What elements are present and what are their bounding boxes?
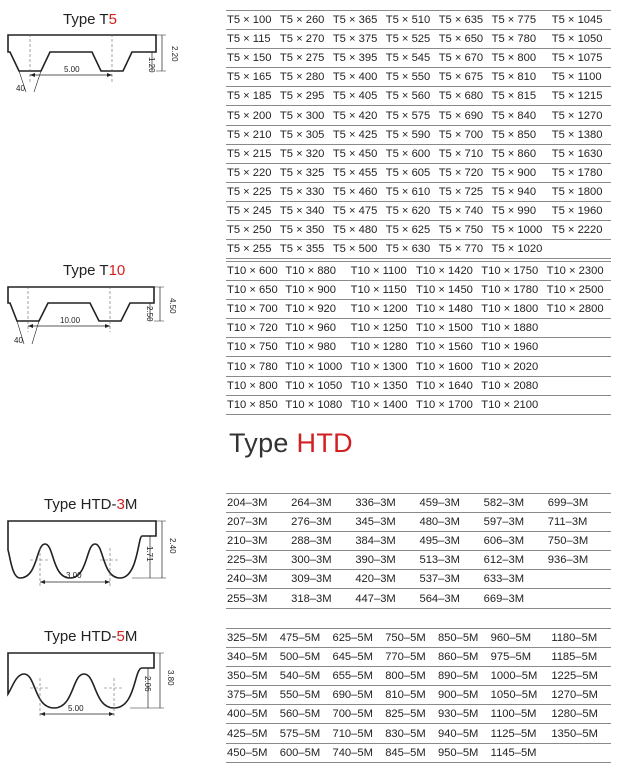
- htd3m-size-table: [226, 493, 611, 609]
- table-cell: T5 × 1630: [551, 147, 603, 160]
- table-cell: 276–3M: [291, 516, 332, 529]
- table-cell: 700–5M: [332, 708, 373, 721]
- table-cell: 540–5M: [279, 670, 321, 683]
- table-cell: T10 × 650: [227, 284, 278, 297]
- table-cell: 264–3M: [291, 497, 332, 510]
- table-cell: 890–5M: [437, 670, 479, 683]
- table-row: [226, 262, 611, 281]
- table-cell: 800–5M: [385, 670, 426, 683]
- table-cell: T5 × 225: [227, 185, 272, 198]
- table-cell: 450–5M: [227, 746, 268, 759]
- table-cell: T5 × 710: [438, 147, 484, 160]
- table-cell: T5 × 355: [279, 243, 325, 256]
- table-cell: 1100–5M: [490, 708, 537, 721]
- table-cell: 1125–5M: [490, 727, 537, 740]
- table-cell: 560–5M: [279, 708, 321, 721]
- table-cell: T10 × 2100: [481, 398, 539, 411]
- table-row: [226, 513, 611, 532]
- table-cell: 930–5M: [437, 708, 479, 721]
- table-cell: 425–5M: [227, 727, 268, 740]
- table-cell: T5 × 375: [332, 33, 378, 46]
- table-cell: 375–5M: [227, 689, 268, 702]
- table-cell: T5 × 275: [279, 52, 325, 65]
- table-cell: T10 × 1250: [350, 322, 408, 335]
- htd3m-tooth-label: 1.71: [145, 546, 154, 562]
- table-cell: T10 × 720: [227, 322, 278, 335]
- table-cell: 860–5M: [437, 651, 479, 664]
- table-cell: T10 × 920: [285, 303, 337, 316]
- table-cell: T5 × 810: [491, 71, 537, 84]
- table-cell: 336–3M: [355, 497, 396, 510]
- table-row: [226, 87, 611, 106]
- table-cell: T10 × 2800: [546, 303, 604, 316]
- table-cell: 345–3M: [355, 516, 396, 529]
- table-cell: T5 × 215: [227, 147, 272, 160]
- table-cell: T5 × 1780: [551, 166, 603, 179]
- t5-tooth-label: 1.20: [147, 57, 156, 73]
- table-cell: 350–5M: [227, 670, 268, 683]
- table-cell: T5 × 330: [279, 185, 325, 198]
- table-cell: T5 × 1270: [551, 109, 603, 122]
- table-row: [226, 589, 611, 608]
- table-cell: 975–5M: [490, 651, 532, 664]
- table-cell: 711–3M: [547, 516, 588, 529]
- table-cell: 669–3M: [483, 592, 525, 605]
- table-cell: T5 × 630: [385, 243, 431, 256]
- table-cell: T10 × 850: [227, 398, 278, 411]
- t10-profile-diagram: [4, 282, 184, 350]
- table-row: [226, 357, 611, 376]
- table-cell: T10 × 2500: [546, 284, 604, 297]
- t5-profile-diagram: [4, 30, 184, 98]
- table-cell: 960–5M: [490, 632, 532, 645]
- table-cell: 575–5M: [279, 727, 321, 740]
- table-cell: T5 × 425: [332, 128, 378, 141]
- table-cell: T10 × 1400: [350, 398, 408, 411]
- table-cell: T5 × 850: [491, 128, 537, 141]
- table-cell: 770–5M: [385, 651, 426, 664]
- table-cell: 582–3M: [483, 497, 525, 510]
- htd5m-tooth-label: 2.06: [143, 676, 152, 692]
- table-cell: T5 × 670: [438, 52, 484, 65]
- table-cell: T10 × 2080: [481, 379, 539, 392]
- table-cell: T5 × 365: [332, 14, 378, 27]
- t10-size-table: [226, 261, 611, 415]
- table-cell: 1350–5M: [551, 727, 598, 740]
- table-cell: 633–3M: [483, 573, 525, 586]
- table-cell: T10 × 1780: [481, 284, 539, 297]
- table-cell: T10 × 1150: [350, 284, 407, 297]
- table-cell: [550, 743, 611, 762]
- table-cell: T5 × 675: [438, 71, 484, 84]
- table-cell: T5 × 1045: [551, 14, 603, 27]
- table-cell: T5 × 815: [491, 90, 537, 103]
- table-cell: 699–3M: [547, 497, 589, 510]
- table-cell: T5 × 210: [227, 128, 272, 141]
- table-cell: T5 × 605: [385, 166, 431, 179]
- table-cell: T5 × 560: [385, 90, 431, 103]
- table-cell: [546, 357, 611, 376]
- table-row: [226, 125, 611, 144]
- table-cell: T5 × 2220: [551, 224, 603, 237]
- table-cell: 740–5M: [332, 746, 373, 759]
- table-cell: T5 × 400: [332, 71, 378, 84]
- table-cell: T5 × 575: [385, 109, 431, 122]
- table-cell: T5 × 350: [279, 224, 325, 237]
- table-cell: T5 × 340: [279, 204, 325, 217]
- table-cell: 625–5M: [332, 632, 373, 645]
- table-cell: 255–3M: [227, 592, 268, 605]
- table-cell: T5 × 590: [385, 128, 431, 141]
- table-cell: 537–3M: [419, 573, 460, 586]
- table-row: [226, 494, 611, 513]
- table-cell: T5 × 450: [332, 147, 378, 160]
- table-cell: 225–3M: [227, 554, 268, 567]
- table-cell: T10 × 880: [285, 265, 337, 278]
- table-cell: T10 × 1280: [350, 341, 408, 354]
- table-cell: T10 × 1450: [415, 284, 473, 297]
- table-row: [226, 281, 611, 300]
- table-cell: 1050–5M: [490, 689, 538, 702]
- table-row: [226, 743, 611, 762]
- table-cell: T5 × 1050: [551, 33, 603, 46]
- table-cell: 447–3M: [355, 592, 396, 605]
- table-cell: T5 × 420: [332, 109, 378, 122]
- table-cell: 475–5M: [279, 632, 321, 645]
- table-cell: T10 × 1200: [350, 303, 408, 316]
- table-cell: T5 × 740: [438, 204, 484, 217]
- table-cell: T5 × 165: [227, 71, 272, 84]
- table-row: [226, 686, 611, 705]
- table-row: [226, 240, 611, 259]
- table-cell: T5 × 300: [279, 109, 325, 122]
- table-cell: T10 × 600: [227, 265, 278, 278]
- table-cell: 384–3M: [355, 535, 396, 548]
- table-cell: T5 × 775: [491, 14, 537, 27]
- table-cell: T5 × 245: [227, 204, 272, 217]
- table-cell: 513–3M: [419, 554, 460, 567]
- table-cell: 1185–5M: [551, 651, 598, 664]
- table-row: [226, 724, 611, 743]
- table-cell: T5 × 680: [438, 90, 484, 103]
- table-cell: T5 × 900: [491, 166, 537, 179]
- table-row: [226, 705, 611, 724]
- t5-angle-label: 40: [16, 84, 25, 93]
- table-cell: T5 × 1215: [551, 90, 603, 103]
- table-row: [226, 221, 611, 240]
- table-cell: T5 × 250: [227, 224, 272, 237]
- htd3m-belt-outline: [8, 521, 156, 578]
- t10-angle-label: 40: [14, 336, 23, 345]
- table-cell: 612–3M: [483, 554, 525, 567]
- table-row: [226, 570, 611, 589]
- table-cell: T5 × 750: [438, 224, 484, 237]
- table-cell: T10 × 2020: [481, 360, 539, 373]
- table-cell: T10 × 2300: [546, 265, 604, 278]
- table-cell: T10 × 1560: [415, 341, 473, 354]
- table-cell: T5 × 720: [438, 166, 484, 179]
- table-cell: T10 × 1080: [285, 398, 343, 411]
- table-cell: 420–3M: [355, 573, 396, 586]
- table-cell: 950–5M: [437, 746, 479, 759]
- table-cell: T5 × 260: [279, 14, 325, 27]
- table-cell: T10 × 960: [285, 322, 337, 335]
- table-cell: 810–5M: [385, 689, 426, 702]
- t10-title: Type T10: [63, 262, 126, 279]
- table-cell: T5 × 255: [227, 243, 272, 256]
- table-cell: T5 × 550: [385, 71, 431, 84]
- table-cell: T5 × 475: [332, 204, 378, 217]
- table-row: [226, 629, 611, 648]
- table-cell: T5 × 510: [385, 14, 431, 27]
- table-cell: T10 × 1480: [415, 303, 473, 316]
- table-cell: T5 × 620: [385, 204, 431, 217]
- htd5m-pitch-label: 5.00: [68, 704, 84, 713]
- table-cell: T5 × 500: [332, 243, 378, 256]
- table-cell: T10 × 1500: [415, 322, 473, 335]
- table-cell: T5 × 625: [385, 224, 431, 237]
- htd5m-title: Type HTD-5M: [44, 628, 138, 645]
- table-cell: [546, 395, 611, 414]
- htd5m-size-table: [226, 628, 611, 763]
- t5-pitch-label: 5.00: [64, 65, 80, 74]
- table-cell: T10 × 1750: [481, 265, 539, 278]
- table-cell: 495–3M: [419, 535, 460, 548]
- table-cell: T5 × 610: [385, 185, 431, 198]
- htd3m-title: Type HTD-3M: [44, 496, 138, 513]
- t5-size-table: [226, 10, 611, 259]
- table-cell: 210–3M: [227, 535, 268, 548]
- table-cell: 325–5M: [227, 632, 268, 645]
- table-cell: 900–5M: [437, 689, 479, 702]
- table-cell: [546, 376, 611, 395]
- htd5m-profile-diagram: [4, 648, 184, 722]
- table-cell: T5 × 700: [438, 128, 484, 141]
- table-cell: 500–5M: [279, 651, 321, 664]
- table-cell: T5 × 280: [279, 71, 325, 84]
- table-cell: T5 × 545: [385, 52, 431, 65]
- table-cell: T5 × 1020: [491, 243, 543, 256]
- table-cell: 1145–5M: [490, 746, 537, 759]
- table-cell: [547, 589, 611, 608]
- table-cell: [547, 570, 611, 589]
- t10-height-label: 4.50: [168, 298, 177, 314]
- table-row: [226, 395, 611, 414]
- table-cell: [546, 319, 611, 338]
- table-cell: 318–3M: [291, 592, 332, 605]
- table-cell: 606–3M: [483, 535, 525, 548]
- table-cell: T5 × 200: [227, 109, 272, 122]
- table-cell: 400–5M: [227, 708, 268, 721]
- table-cell: T5 × 635: [438, 14, 484, 27]
- table-cell: T5 × 270: [279, 33, 325, 46]
- table-cell: 1180–5M: [551, 632, 598, 645]
- table-cell: 1280–5M: [551, 708, 598, 721]
- table-cell: T5 × 1000: [491, 224, 543, 237]
- table-row: [226, 144, 611, 163]
- table-cell: T10 × 780: [227, 360, 278, 373]
- table-cell: 550–5M: [279, 689, 321, 702]
- table-cell: T5 × 405: [332, 90, 378, 103]
- table-cell: T5 × 860: [491, 147, 537, 160]
- t10-pitch-label: 10.00: [60, 316, 81, 325]
- table-cell: 1270–5M: [551, 689, 598, 702]
- table-cell: [546, 338, 611, 357]
- table-cell: 645–5M: [332, 651, 373, 664]
- htd3m-profile-diagram: [4, 516, 184, 592]
- table-cell: 564–3M: [419, 592, 460, 605]
- table-cell: 850–5M: [437, 632, 479, 645]
- htd3m-pitch-label: 3.00: [66, 571, 82, 580]
- table-row: [226, 319, 611, 338]
- table-cell: T10 × 900: [285, 284, 337, 297]
- table-cell: 750–5M: [385, 632, 426, 645]
- table-cell: T10 × 1050: [285, 379, 343, 392]
- table-cell: 750–3M: [547, 535, 589, 548]
- table-cell: T10 × 1420: [415, 265, 473, 278]
- htd-section-heading: Type HTD: [229, 428, 353, 458]
- table-row: [226, 648, 611, 667]
- htd3m-height-label: 2.40: [168, 538, 177, 554]
- htd5m-belt-outline: [8, 653, 154, 708]
- table-cell: 940–5M: [437, 727, 479, 740]
- table-cell: T5 × 395: [332, 52, 378, 65]
- table-row: [226, 49, 611, 68]
- table-cell: [551, 240, 611, 259]
- table-cell: T10 × 1300: [350, 360, 408, 373]
- table-row: [226, 300, 611, 319]
- table-cell: 459–3M: [419, 497, 460, 510]
- table-cell: 690–5M: [332, 689, 373, 702]
- table-cell: T10 × 750: [227, 341, 278, 354]
- table-row: [226, 551, 611, 570]
- table-cell: T5 × 525: [385, 33, 431, 46]
- table-cell: T5 × 150: [227, 52, 272, 65]
- table-cell: T5 × 460: [332, 185, 378, 198]
- table-cell: T5 × 115: [227, 33, 271, 46]
- table-cell: 340–5M: [227, 651, 268, 664]
- table-cell: T5 × 1960: [551, 204, 603, 217]
- table-cell: T5 × 320: [279, 147, 325, 160]
- table-cell: T5 × 220: [227, 166, 272, 179]
- table-cell: T5 × 940: [491, 185, 537, 198]
- table-cell: 710–5M: [332, 727, 373, 740]
- table-row: [226, 376, 611, 395]
- table-cell: T5 × 305: [279, 128, 325, 141]
- table-cell: 600–5M: [279, 746, 321, 759]
- table-cell: T10 × 1350: [350, 379, 408, 392]
- table-cell: T10 × 980: [285, 341, 337, 354]
- table-cell: 1000–5M: [490, 670, 538, 683]
- table-cell: 288–3M: [291, 535, 332, 548]
- table-cell: 480–3M: [419, 516, 460, 529]
- table-cell: 204–3M: [227, 497, 268, 510]
- table-cell: 655–5M: [332, 670, 373, 683]
- table-cell: T5 × 780: [491, 33, 537, 46]
- table-cell: T5 × 1075: [551, 52, 603, 65]
- table-cell: T5 × 800: [491, 52, 537, 65]
- table-cell: T5 × 1380: [551, 128, 603, 141]
- table-cell: T10 × 800: [227, 379, 278, 392]
- table-row: [226, 30, 611, 49]
- table-cell: 597–3M: [483, 516, 525, 529]
- table-cell: T5 × 295: [279, 90, 325, 103]
- table-cell: T5 × 1100: [551, 71, 602, 84]
- table-row: [226, 106, 611, 125]
- table-row: [226, 201, 611, 220]
- table-row: [226, 667, 611, 686]
- table-cell: T10 × 1800: [481, 303, 539, 316]
- table-row: [226, 163, 611, 182]
- table-row: [226, 11, 611, 30]
- table-cell: 845–5M: [385, 746, 426, 759]
- table-cell: T10 × 1600: [415, 360, 473, 373]
- t10-tooth-label: 2.50: [145, 306, 154, 322]
- table-cell: T10 × 1000: [285, 360, 343, 373]
- table-cell: T5 × 840: [491, 109, 537, 122]
- table-cell: T10 × 1960: [481, 341, 539, 354]
- table-cell: T5 × 1800: [551, 185, 603, 198]
- table-cell: 390–3M: [355, 554, 396, 567]
- table-cell: T10 × 700: [227, 303, 278, 316]
- table-row: [226, 338, 611, 357]
- table-cell: T5 × 725: [438, 185, 484, 198]
- table-cell: T5 × 990: [491, 204, 537, 217]
- table-cell: 936–3M: [547, 554, 589, 567]
- table-cell: T10 × 1100: [350, 265, 407, 278]
- table-cell: 1225–5M: [551, 670, 598, 683]
- table-cell: 309–3M: [291, 573, 332, 586]
- table-cell: T5 × 600: [385, 147, 431, 160]
- table-cell: T5 × 100: [227, 14, 272, 27]
- t10-belt-outline: [8, 287, 154, 321]
- table-cell: 825–5M: [385, 708, 426, 721]
- table-cell: 300–3M: [291, 554, 332, 567]
- table-cell: T10 × 1700: [415, 398, 473, 411]
- table-cell: T10 × 1880: [481, 322, 539, 335]
- table-cell: 240–3M: [227, 573, 268, 586]
- htd5m-height-label: 3.80: [166, 670, 175, 686]
- table-cell: T10 × 1640: [415, 379, 473, 392]
- t5-title: Type T5: [63, 11, 117, 28]
- table-cell: T5 × 690: [438, 109, 484, 122]
- t5-height-label: 2.20: [170, 46, 179, 62]
- table-row: [226, 182, 611, 201]
- table-cell: T5 × 650: [438, 33, 484, 46]
- table-cell: T5 × 455: [332, 166, 378, 179]
- table-cell: T5 × 325: [279, 166, 325, 179]
- table-cell: T5 × 185: [227, 90, 272, 103]
- table-cell: 207–3M: [227, 516, 268, 529]
- table-cell: T5 × 770: [438, 243, 484, 256]
- table-row: [226, 68, 611, 87]
- table-row: [226, 532, 611, 551]
- table-cell: 830–5M: [385, 727, 426, 740]
- table-cell: T5 × 480: [332, 224, 378, 237]
